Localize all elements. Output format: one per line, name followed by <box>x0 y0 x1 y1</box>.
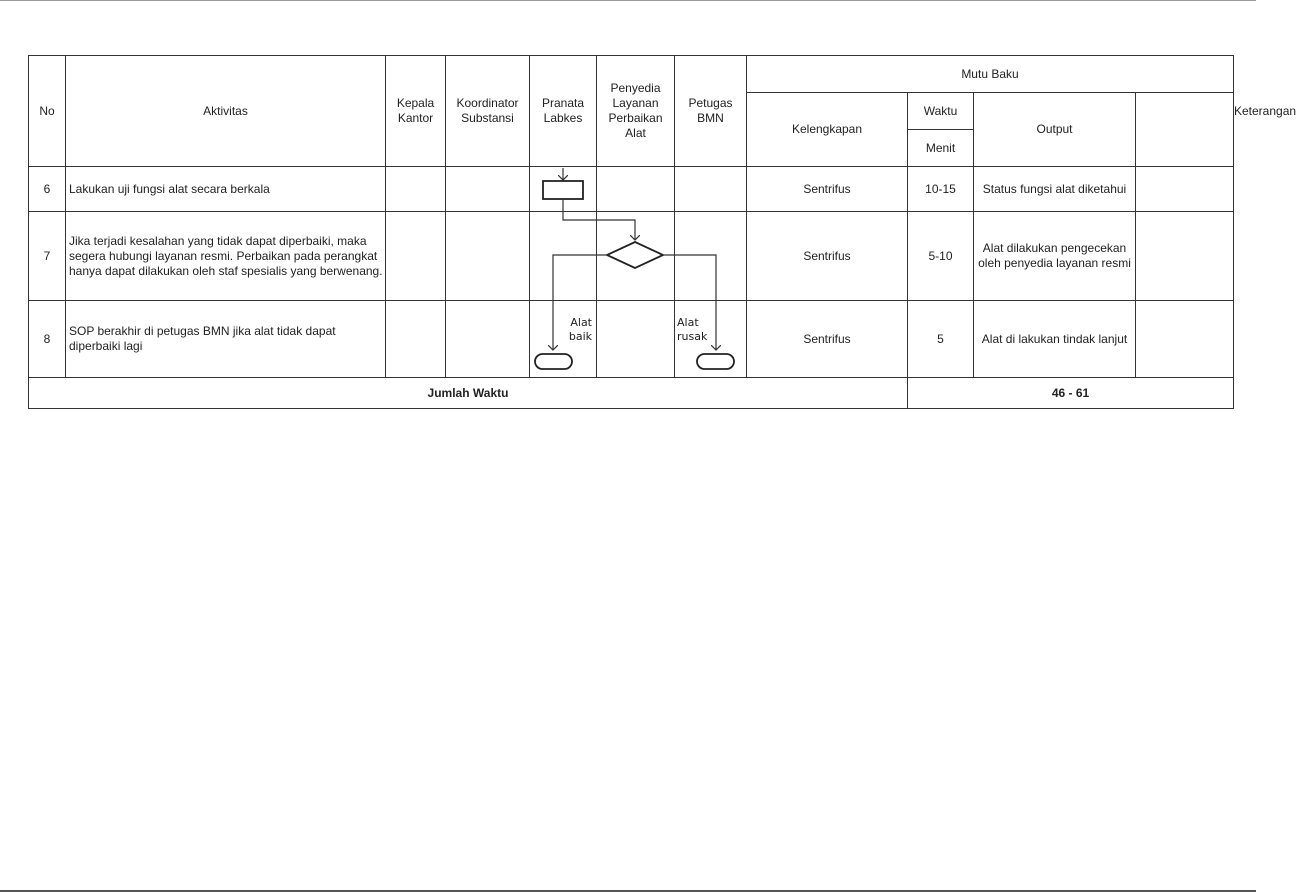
lane-pranata <box>530 212 597 301</box>
row-output: Status fungsi alat diketahui <box>974 167 1136 212</box>
lane-koordinator <box>446 212 530 301</box>
header-no: No <box>29 56 66 167</box>
header-waktu: Waktu <box>908 93 974 130</box>
row-output: Alat dilakukan pengecekan oleh penyedia layanan resmi <box>974 212 1136 301</box>
table-row <box>29 167 1234 212</box>
header-kepala-kantor: Kepala Kantor <box>386 56 446 167</box>
row-no: 8 <box>29 301 66 378</box>
header-output: Output <box>974 93 1136 167</box>
row-keterangan <box>1136 167 1234 212</box>
table-row <box>29 301 1234 378</box>
label-alat-baik: Alat baik <box>568 316 592 343</box>
row-keterangan <box>1136 301 1234 378</box>
row-kelengkapan: Sentrifus <box>747 301 908 378</box>
lane-penyedia <box>597 212 675 301</box>
row-no: 7 <box>29 212 66 301</box>
label-alat-rusak: Alat rusak <box>677 316 708 343</box>
header-aktivitas: Aktivitas <box>66 56 386 167</box>
row-output: Alat di lakukan tindak lanjut <box>974 301 1136 378</box>
lane-kepala-kantor <box>386 301 446 378</box>
header-menit: Menit <box>908 130 974 167</box>
lane-petugas <box>675 167 747 212</box>
row-no: 6 <box>29 167 66 212</box>
lane-kepala-kantor <box>386 212 446 301</box>
row-waktu: 10-15 <box>908 167 974 212</box>
header-kelengkapan: Kelengkapan <box>747 93 908 167</box>
lane-koordinator <box>446 301 530 378</box>
header-koordinator: Koordinator Substansi <box>446 56 530 167</box>
row-aktivitas: Lakukan uji fungsi alat secara berkala <box>66 167 386 212</box>
total-value: 46 - 61 <box>908 378 1234 409</box>
lane-penyedia <box>597 301 675 378</box>
header-petugas: Petugas BMN <box>675 56 747 167</box>
row-kelengkapan: Sentrifus <box>747 167 908 212</box>
header-pranata: Pranata Labkes <box>530 56 597 167</box>
lane-kepala-kantor <box>386 167 446 212</box>
row-aktivitas: SOP berakhir di petugas BMN jika alat tidak dapat diperbaiki lagi <box>66 301 386 378</box>
header-mutu-baku: Mutu Baku <box>747 56 1234 93</box>
row-waktu: 5 <box>908 301 974 378</box>
total-label: Jumlah Waktu <box>29 378 908 409</box>
lane-petugas <box>675 212 747 301</box>
row-keterangan <box>1136 212 1234 301</box>
table-row <box>29 212 1234 301</box>
sop-table: No Aktivitas Kepala Kantor Koordinator Substansi Pranata Labkes Penyedia Layanan Perbaikan Alat Petugas BMN Mutu Baku Keterangan Kelengkapan Waktu Output Menit 6 Lakukan uji fungsi alat secara berkala Sentrifus 10-15 Status fungsi alat diketahui 7 Jika terjadi kesalahan yang tidak dapat diperbaiki, maka segera hubungi layanan resmi. Perbaikan pada perangkat hanya dapat dilakukan oleh staf spesialis yang berwenang. Sentrifus 5-10 Alat dilakukan pengecekan oleh penyedia layanan resmi 8 SOP berakhir di petugas BMN jika alat tidak dapat diperbaiki lagi Sentrifus 5 Alat di lakukan tindak lanjut Jumlah Waktu 46 - 61 <box>28 55 1234 409</box>
lane-penyedia <box>597 167 675 212</box>
lane-koordinator <box>446 167 530 212</box>
header-penyedia: Penyedia Layanan Perbaikan Alat <box>597 56 675 167</box>
lane-pranata <box>530 167 597 212</box>
row-waktu: 5-10 <box>908 212 974 301</box>
row-kelengkapan: Sentrifus <box>747 212 908 301</box>
row-aktivitas: Jika terjadi kesalahan yang tidak dapat diperbaiki, maka segera hubungi layanan resmi. Perbaikan pada perangkat hanya dapat dilakukan oleh staf spesialis yang berwenang. <box>66 212 386 301</box>
footer-row <box>29 378 1234 409</box>
